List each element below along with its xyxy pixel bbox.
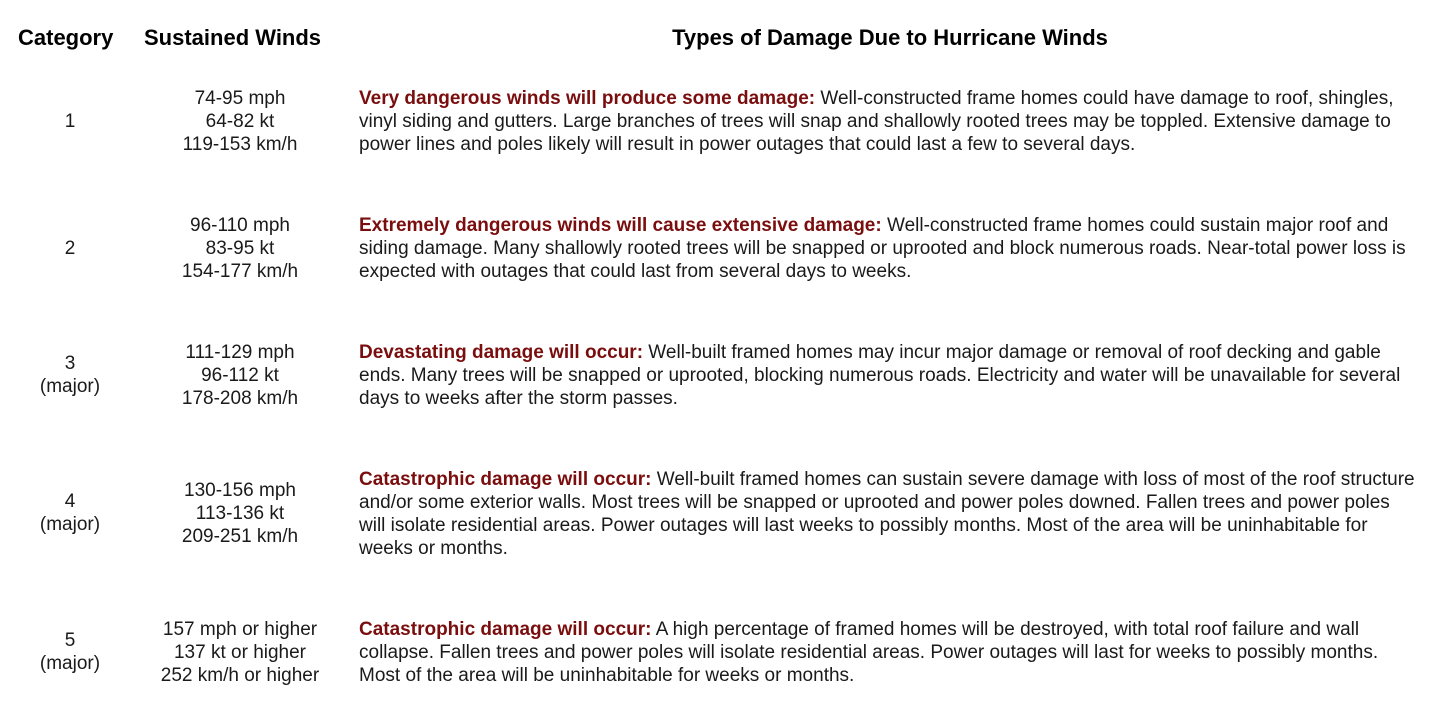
sustained-winds-cell <box>140 479 340 548</box>
winds-kmh: 154-177 km/h <box>181 261 299 282</box>
winds-kt: 64-82 kt <box>205 111 275 132</box>
damage-lead: Catastrophic damage will occur: <box>359 469 652 490</box>
sustained-winds-cell <box>140 341 340 410</box>
major-label: (major) <box>39 653 101 674</box>
winds-mph: 111-129 mph <box>185 342 295 363</box>
winds-mph: 130-156 mph <box>184 480 296 501</box>
category-cell <box>20 490 120 536</box>
category-number: 4 <box>64 491 76 512</box>
category-cell <box>20 352 120 398</box>
damage-description <box>359 618 1421 687</box>
winds-kmh: 252 km/h or higher <box>160 665 320 686</box>
sustained-winds-cell <box>140 214 340 283</box>
damage-text: Well-constructed frame homes could sustain major roof and siding damage. Many shallowly rooted trees will be snapped or uprooted and block numerous roads. Near-total power loss is expected with outages that could last from several days to weeks. <box>359 215 1406 282</box>
winds-kt: 113-136 kt <box>195 503 285 524</box>
header-category: Category <box>18 25 114 50</box>
winds-kmh: 119-153 km/h <box>182 134 298 155</box>
winds-mph: 96-110 mph <box>190 215 290 236</box>
damage-description <box>359 87 1421 156</box>
damage-lead: Devastating damage will occur: <box>359 342 644 363</box>
winds-kmh: 178-208 km/h <box>181 388 299 409</box>
damage-lead: Extremely dangerous winds will cause extensive damage: <box>359 215 882 236</box>
winds-kt: 83-95 kt <box>205 238 275 259</box>
category-cell <box>20 110 120 133</box>
damage-description <box>359 214 1421 283</box>
sustained-winds-cell <box>140 618 340 687</box>
header-damage-types: Types of Damage Due to Hurricane Winds <box>672 25 1108 50</box>
category-number: 1 <box>64 111 76 132</box>
sustained-winds-cell <box>140 87 340 156</box>
damage-text: A high percentage of framed homes will be destroyed, with total roof failure and wall collapse. Fallen trees and power poles will isolate residential areas. Power outages will last for weeks to possibly months. Most of the area will be uninhabitable for weeks or months. <box>359 619 1379 686</box>
category-number: 2 <box>64 238 76 259</box>
damage-lead: Catastrophic damage will occur: <box>359 619 652 640</box>
header-sustained-winds: Sustained Winds <box>144 25 322 50</box>
winds-kt: 137 kt or higher <box>173 642 307 663</box>
category-cell <box>20 237 120 260</box>
damage-lead: Very dangerous winds will produce some damage: <box>359 88 816 109</box>
category-cell <box>20 629 120 675</box>
major-label: (major) <box>39 376 101 397</box>
winds-kmh: 209-251 km/h <box>181 526 299 547</box>
damage-text: Well-built framed homes can sustain severe damage with loss of most of the roof structure and/or some exterior walls. Most trees will be snapped or uprooted and power poles downed. Fallen trees and power poles will isolate residential areas. Power outages will last weeks to possibly months. Most of the area will be uninhabitable for weeks or months. <box>359 469 1415 559</box>
damage-text: Well-constructed frame homes could have damage to roof, shingles, vinyl siding and gutters. Large branches of trees will snap and shallowly rooted trees may be toppled. Extensive damage to power lines and poles likely will result in power outages that could last a few to several days. <box>359 88 1394 155</box>
category-number: 3 <box>64 353 76 374</box>
winds-mph: 157 mph or higher <box>162 619 318 640</box>
damage-description <box>359 341 1421 410</box>
winds-mph: 74-95 mph <box>194 88 286 109</box>
winds-kt: 96-112 kt <box>201 365 279 386</box>
category-number: 5 <box>64 630 76 651</box>
major-label: (major) <box>39 514 101 535</box>
damage-description <box>359 468 1421 560</box>
damage-text: Well-built framed homes may incur major damage or removal of roof decking and gable ends. Many trees will be snapped or uprooted, blocking numerous roads. Electricity and water will be unavailable for several days to weeks after the storm passes. <box>359 342 1401 409</box>
